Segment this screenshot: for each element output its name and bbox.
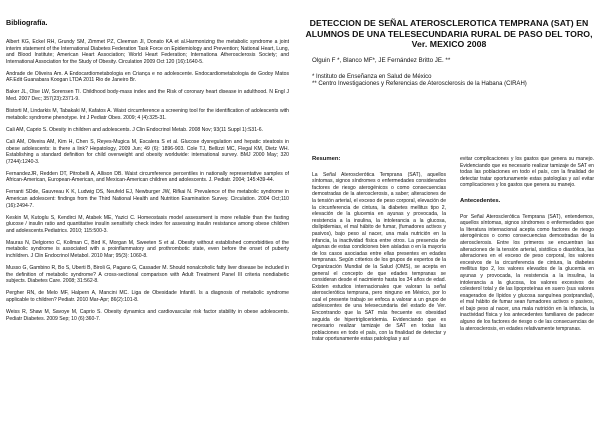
reference-item: FernandezJR, Redden DT, Pitrobelli A, Allison DB. Waist circumference percentiles in nationally representative samples of African-American, European-American, and Mexican-American children and adolescents. J. Pediatr. 2004; 145:439-44.: [6, 170, 289, 184]
affiliation-1: * Instituto de Enseñanza en Salud de México: [312, 73, 432, 80]
bibliography-heading: Bibliografía.: [6, 18, 48, 27]
reference-item: Bistorti M, Lindarkis M, Tabakaki M, Kafatos A. Waist circumference a screening tool for the identification of adolescents with metabolic syndrome phenotype. Int J Pediatr Obes. 2009; 4 (4):325-31.: [6, 108, 289, 121]
reference-item: Keskin M, Kutoglu S, Kendirci M, Atabek ME, Yazici C. Homeostasis model assessment is more reliable than the fasting glucose / insulin ratio and quantitative insulin sensitivity check index for assessing insulin resistance among obese children and adolescents.Pediatrics. 2010; 115:500-3.: [6, 214, 289, 234]
resumen-heading: Resumen:: [312, 156, 341, 162]
resumen-continuation: evitar complicaciones y los gastos que genera su manejo. Evidenciando que es necesario realizar tamizaje de SAT en todas las poblaciones en todo el país, con la finalidad de detectar tratar oportunamente estas patologías y así evitar complicaciones y los gastos que genera su manejo.: [460, 156, 594, 189]
reference-item: Baker JL, Olse LW, Sorensen TI. Childhood body-mass index and the Risk of coronary heart disease in adulthood. N Engl J Med. 2007 Dec; 357(23):2371-9.: [6, 89, 289, 103]
body-column-right: [460, 156, 594, 341]
reference-item: Cali AM, Oliveira AM, Kim H, Chen S, Reyes-Mugica M, Escalera S et al. Glucose dysregulation and hepatic steatosis in obese adolescents: is there a link? Hepatology, 2009 Jun; 49 (6): 1896-903. Cole TJ, Bellizzi MC, Flegal KM, Dietz WH. Establishing a standard definition for child overweight and obesity worldwide: international survey. BMJ 2000 May; 320 (7244):1240-3.: [6, 138, 289, 165]
reference-item: Weiss R, Shaw M, Savoye M, Caprio S. Obesity dynamics and cardiovascular risk factor stability in obese adolescents. Pediatr Diabetes. 2009 Sep; 10 (6):360-7.: [6, 309, 289, 322]
antecedentes-heading: Antecedentes.: [460, 197, 501, 204]
reference-item: Ferranti SDde, Gauvreau K K, Ludwig DS, Neufeld EJ, Newburger JW, Rifkai N. Prevalence of the metabolic syndrome in American adolescent: findings from the Third National Health and Nutrition Examination Survey. Circulation. 2004 Oct;110 (16):2494-7.: [6, 189, 289, 209]
reference-item: Andrade de Oliveira Am. A Endocardiometabologia en Criança e no adolescente. Endocardiometabologia de Godoy Matos AF.Edit Guanabara Koogan LTDA 2011 Rio de Janeiro Br.: [6, 70, 289, 84]
reference-list: [6, 39, 289, 322]
reference-item: Albert KG, Eckel RH, Grundy SM, Zimmet PZ, Cleeman JI, Donato KA et al.Harmonizing the metabolic syndrome a joint interim statement of the International Diabetes Federation Task Force on Epidemiology and Prevention; National Heart, Lung, and Blood Institute; American Heart Association; World Heart Federation; Internationa Atherosclerosis Society; and International Association for the Study of Obesity. Circulation 2009 Oct 120 (16):1640-5.: [6, 39, 289, 65]
reference-item: Musso G, Gambino R, Bo S, Uberti B, Biroli G, Pagano G, Cassader M. Should nonalcoholic fatty liver disease be included in the definition of metabolic syndrome? A cross-sectional comparison with Adult Treatment Panel III criteria nondiabetic subjects. Diabetes Care. 2008; 31:562-8.: [6, 265, 289, 285]
affiliation-2: ** Centro Investigaciones y Referencias de Aterosclerosis de la Habana (CIRAH): [312, 81, 527, 88]
article-page: [304, 8, 594, 420]
reference-item: Cali AM, Caprio S. Obesity in children and adolescents. J Clin Endocrinol Metab. 2008 Nov; 93(11 Suppl 1):S31-6.: [6, 126, 263, 133]
article-authors: Olguin F *, Blanco MF*, JE Fernández Britto JE. **: [312, 56, 451, 64]
antecedentes-paragraph: Por Señal Aterosclerótica Temprana (SAT), entendemos, aquellos síntomas, signos síndromes o enfermedades que la literatura internacional acepta como factores de riesgo aterogénicos o como consecuencias demostradas de la aterosclerosis. Entre los primeros se encuentran las alteraciones de la tensión arterial, sistólica o diastólica, las alteraciones en el exceso de peso corporal, los valores excesivos de la circunferencia de cintura, la diabetes mellitus tipo 2, los valores elevados de la glucemia en ayunas y provocada, la resistencia a la insulina, la intolerancia a la glucosa, los valores excesivos de colesterol total y de las lipoproteínas en suero (sus valores exagerados de lípidos y glucosa sanguínea postprandial), el mal hábito de fumar sean fumadores activos o pasivos, el bajo peso al nacer, una mala nutrición en la infancia, la inactividad física y los antecedentes familiares de padecer alguno de los factores de riesgo o de las consecuencias de la aterosclerosis, en edades relativamente tempranas.: [460, 213, 594, 332]
reference-item: Mauras N, Delgiorno C, Kollman C, Bird K, Morgan M, Sweeten S et al. Obesity without established comorbidities of the metabolic syndrome is associated with a proinflammatory and prothrombotic state, even before the onset of puberty inchildren. J Clin Endocrinol Metabol. 2010 Mar; 95(3): 1060-8.: [6, 239, 289, 260]
body-column-left: [312, 156, 446, 352]
bibliography-page: [6, 8, 289, 420]
resumen-paragraph: La Señal Aterosclerótica Temprana (SAT), aquellos síntomas, signos síndromes o enfermedades considerados factores de riesgo aterogénicos o como consecuencias demostradas de la aterosclerosis, a saber; alteraciones de la tensión arterial, el exceso de peso corporal, elevación de la circunferencia de cintura, la diabetes mellitus tipo 2, elevación de la glucemia en ayunas y provocada, la resistencia a la insulina, la intolerancia a la glucosa, dislipidemias, el mal hábito de fumar, (fumadores activos y pasivos), bajo peso al nacer, una mala nutrición en la infancia, la inactividad física entre otros. La presencia de algunas de estas condiciones bien aisladas o en la mayoría de los casos asociadas entre ellas presentes en edades tempranas. Según criterios de los grupos de expertos de la Organización Mundial de la Salud (OMS), se acepta en general el concepto de que edades tempranas se consideran desde el nacimiento hasta los 34 años de edad. Existen estudios internacionales que valoran la señal aterosclerótica temprana, pero ninguno en México, por lo cual el presente trabajo se enfoca a valorar a un grupo de adolescentes de una telesecundaria del estado de Ver. Encontrando que la SAT más frecuente es obesidad seguida de hipertrigliceridemia. Evidenciando que es necesario realizar tamizaje de SAT en todas las poblaciones en todo el país, con la finalidad de detectar y tratar oportunamente estas patologías y así: [312, 171, 446, 343]
article-title: DETECCION DE SEÑAL ATEROSCLEROTICA TEMPRANA (SAT) EN ALUMNOS DE UNA TELESECUNDARIA RURAL DE PASO DEL TORO, Ver. MEXICO 2008: [305, 18, 593, 50]
article-body: [312, 156, 594, 420]
reference-item: Pergher RN, de Melo MF, Halpern A, Mancini MC. Liga de Obesidade Infantil. Is a diagnosis of metabolic syndrome applicable to children? Pediatr. 2010 Mar-Apr; 86(2):101-8.: [6, 290, 289, 303]
